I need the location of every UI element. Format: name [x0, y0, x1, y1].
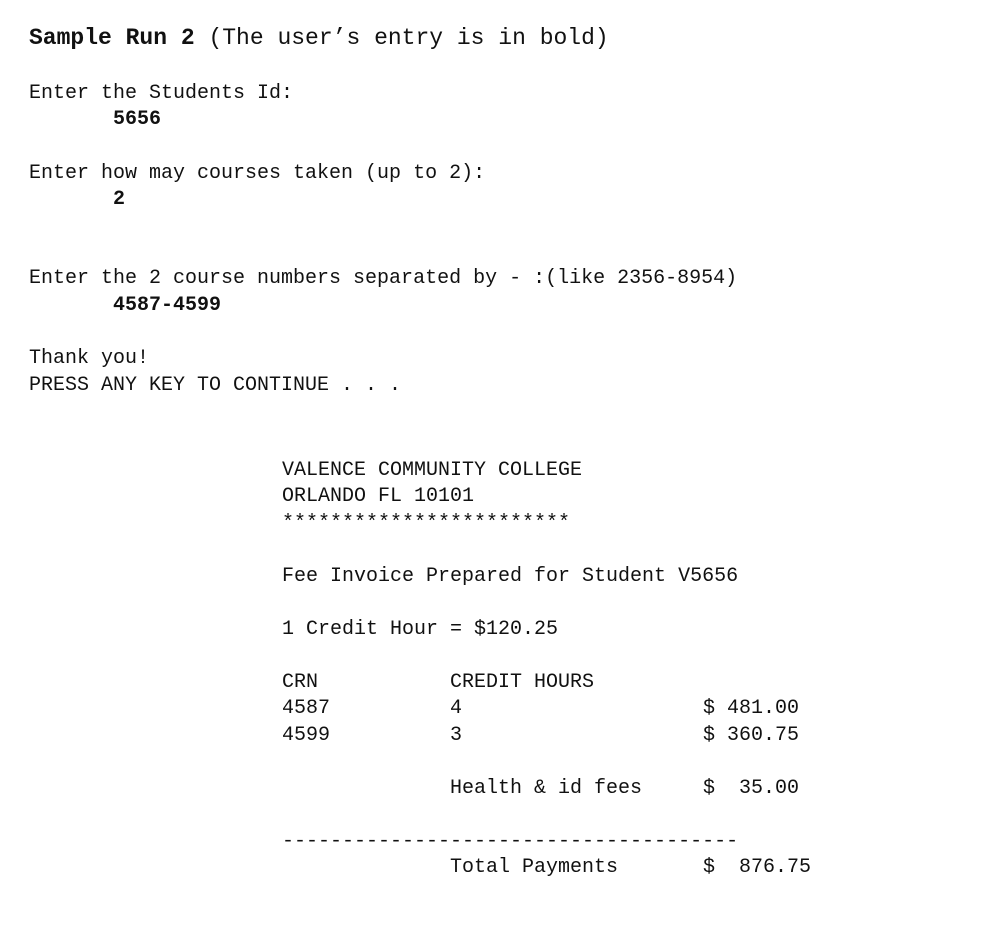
invoice-header-crn: CRN [282, 671, 319, 694]
table-row-hours: 4 [450, 697, 463, 720]
page-heading [29, 27, 609, 50]
invoice-rate: 1 Credit Hour = $120.25 [282, 618, 559, 641]
heading-bold: Sample Run 2 [29, 25, 195, 51]
invoice-address: ORLANDO FL 10101 [282, 485, 475, 508]
invoice-college-name: VALENCE COMMUNITY COLLEGE [282, 459, 583, 482]
invoice-header-credit-hours: CREDIT HOURS [450, 671, 595, 694]
entry-course-numbers: 4587-4599 [113, 294, 222, 317]
prompt-course-numbers: Enter the 2 course numbers separated by - :(like 2356-8954) [29, 267, 738, 290]
prompt-course-count: Enter how may courses taken (up to 2): [29, 162, 486, 185]
heading-note: (The user’s entry is in bold) [194, 25, 609, 51]
entry-student-id: 5656 [113, 108, 162, 131]
fees-label: Health & id fees [450, 777, 643, 800]
table-row-amount: $ 360.75 [703, 724, 800, 747]
invoice-prepared-for: Fee Invoice Prepared for Student V5656 [282, 565, 739, 588]
table-row-crn: 4599 [282, 724, 331, 747]
total-divider: -------------------------------------- [282, 830, 739, 853]
table-row-amount: $ 481.00 [703, 697, 800, 720]
press-key-text: PRESS ANY KEY TO CONTINUE . . . [29, 374, 402, 397]
total-amount: $ 876.75 [703, 856, 812, 879]
thank-you-text: Thank you! [29, 347, 150, 370]
entry-course-count: 2 [113, 188, 126, 211]
invoice-stars-divider: ************************ [282, 512, 571, 535]
prompt-student-id: Enter the Students Id: [29, 82, 294, 105]
total-label: Total Payments [450, 856, 619, 879]
table-row-hours: 3 [450, 724, 463, 747]
fees-amount: $ 35.00 [703, 777, 800, 800]
table-row-crn: 4587 [282, 697, 331, 720]
